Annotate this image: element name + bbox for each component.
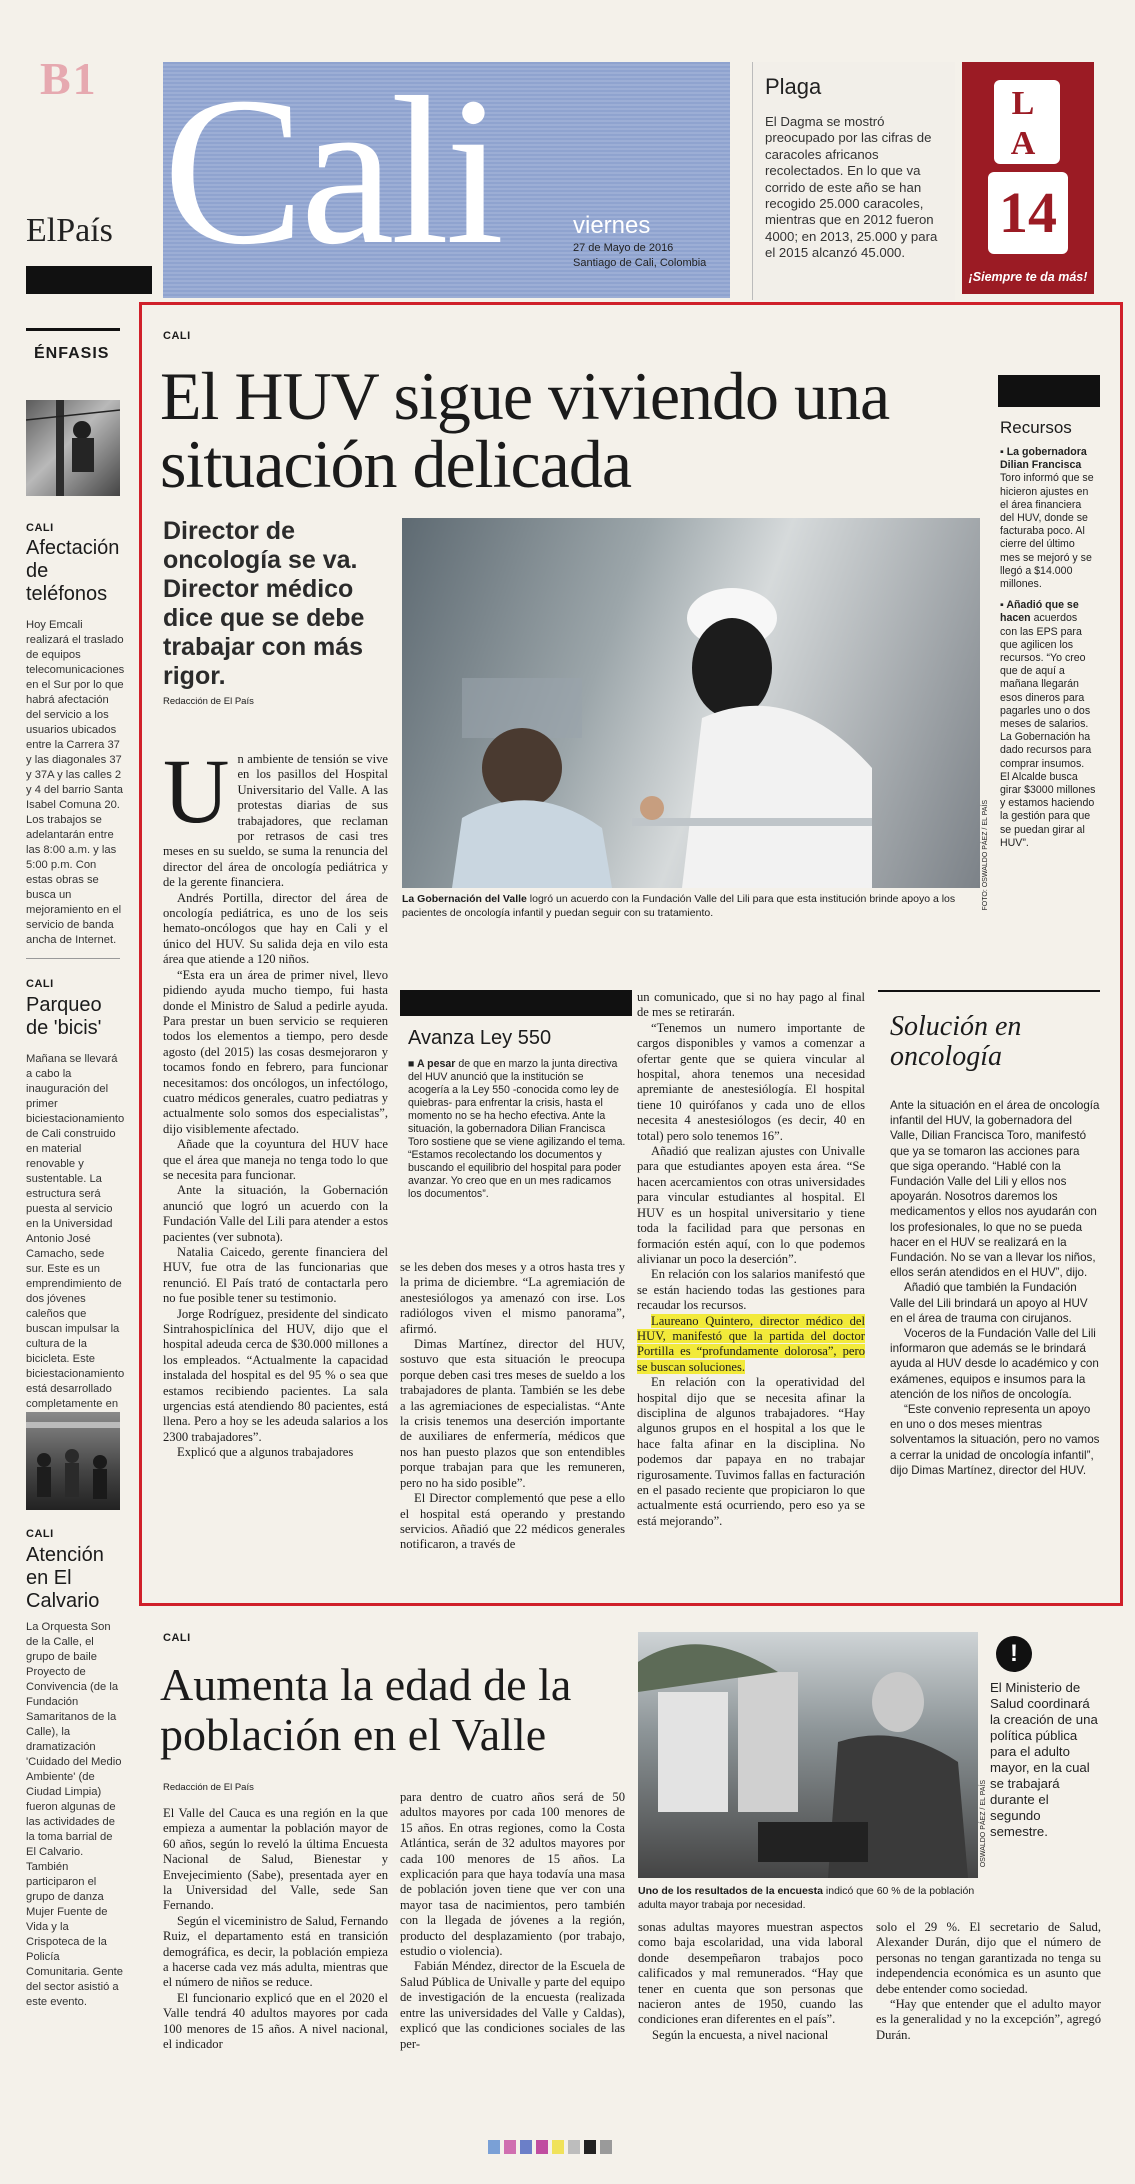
sidebar-item-1-title: Afectación de teléfonos [26, 537, 120, 605]
highlight-quote: Laureano Quintero, director médico del HUV, manifestó que la partida del doctor Portilla es “profundamente dolorosa”, pero se buscan soluciones. [637, 1313, 865, 1374]
main-intro-block [163, 740, 388, 891]
second-photo-caption [638, 1884, 978, 1912]
ley550-title: Avanza Ley 550 [408, 1027, 552, 1049]
solucion-body [890, 1098, 1100, 1478]
plaga-box [752, 62, 955, 300]
recursos-item-2 [1000, 599, 1096, 850]
recursos-item-1-bold: ▪ La gobernadora Dilian Francisca [1000, 446, 1087, 472]
ley550-text [408, 1058, 626, 1201]
sidebar-item-2-title: Parqueo de 'bicis' [26, 994, 102, 1039]
sidebar-rule-1 [26, 958, 120, 959]
exclamation-icon: ! [996, 1636, 1032, 1672]
second-col1-p2: Según el viceministro de Salud, Fernando Ruiz, el departamento está en transición demográfica, es decir, la población empieza a hacerse cada vez más adulta, mientras que el número de niños se reduce. [163, 1913, 388, 1990]
sidebar-item-3-kicker: CALI [26, 1528, 54, 1540]
main-photo [402, 518, 980, 888]
main-col3-p3: Añadió que realizan ajustes con Univalle para que estudiantes apoyen esta área. “Se hacen acercamientos con otras universidades para vincular estudiantes al hospital. El HUV es un hospital universitario y tiene toda la facilidad para que personas en formación estén aquí, con lo que podemos alivianar un poco la deserción”. [637, 1144, 865, 1266]
main-col1-p2: “Esta era un área de primer nivel, llevo pidiendo ayuda mucho tiempo, fui hasta donde el Ministro de Salud a pedirle ayuda. Para prestar un buen servicio se requieren todos los elementos a tiempo, pero desde agosto (del 2015) las cosas desmejoraron y tocamos fondo en febrero, para funcionar necesitamos: dos oncólogos, un infectólogo, cuatro médicos generales, cuatro pediatras y actualmente solo somos dos especialistas”, dijo visiblemente afectado. [163, 967, 388, 1136]
main-photo-caption-bold: La Gobernación del Valle [402, 893, 527, 905]
main-col1-p4: Ante la situación, la Gobernación anunció que logró un acuerdo con la Fundación Valle del Lili para atender a estos pacientes (ver subnota). [163, 1183, 388, 1244]
masthead-date: 27 de Mayo de 2016 [573, 242, 674, 254]
recursos-item-2-bold: ▪ Añadió que se hacen [1000, 599, 1079, 625]
section-title: Cali [163, 53, 501, 288]
main-dropcap: U [163, 740, 230, 842]
solucion-p3: Voceros de la Fundación Valle del Lili informaron que además se le brindará ayuda al HUV desde lo académico y con exámenes, equipos e insumos para la atención de los niños de oncología. [890, 1327, 1099, 1401]
swatch [552, 2140, 564, 2154]
swatch [584, 2140, 596, 2154]
main-photo-caption [402, 892, 980, 920]
sidebar-item-1-kicker: CALI [26, 522, 54, 534]
recursos-item-1 [1000, 446, 1096, 591]
sidebar-item-1-text: Hoy Emcali realizará el traslado de equipos telecomunicaciones en el Sur por lo que habrá afectación del servicio a los usuarios ubicados entre la Carrera 37 y las diagonales 37 y 37A y las calles 2 y 4 del barrio Santa Isabel Comuna 20. Los trabajos se adelantarán entre las 8:00 a.m. y las 5:00 p.m. Con estas obras se busca un mejoramiento en el servicio de banda ancha de Internet. [26, 619, 125, 946]
main-col3-p1: un comunicado, que si no hay pago al final de mes se retirarán. [637, 990, 865, 1020]
second-col2-p1: para dentro de cuatro años será de 50 adultos mayores por cada 100 menores de 15 años. En otras regiones, como la Costa Atlántica, serán de 32 adultos mayores por cada 100 menores de 15 años. La explicación para que haya todavía una masa de población joven tiene que ver con una mayor tasa de nacimientos, pero también con la llegada de jóvenes a la región, producto del desplazamiento (por trabajo, estudio o violencia). [400, 1790, 625, 1959]
swatch [536, 2140, 548, 2154]
main-intro: n ambiente de tensión se vive en los pasillos del Hospital Universitario del Valle. A las protestas diarias de sus trabajadores, que reclaman por retrasos de casi tres meses en su sueldo, se suma la renuncia del director del área de oncología pediátrica y de la gerente financiera. [163, 752, 388, 890]
plaga-text: El Dagma se mostró preocupado por las cifras de caracoles africanos recolectados. En lo que va corrido de este año se han recogido 25.000 caracoles, mientras que en 2012 fueron 4000; en 2013, 25.000 y para el 2015 alcanzó 45.000. [765, 114, 938, 261]
sidebar-photo-2 [26, 1412, 120, 1510]
main-col3-highlight [637, 1314, 865, 1376]
swatch [504, 2140, 516, 2154]
recursos-title: Recursos [1000, 418, 1072, 437]
sidebar-item-3-title: Atención en El Calvario [26, 1544, 104, 1612]
worker-pole-icon [26, 400, 120, 496]
la14-ad [962, 62, 1094, 294]
second-col2-p2: Fabián Méndez, director de la Escuela de Salud Pública de Univalle y parte del equipo de investigación de la encuesta (realizada entre las universidades del Valle y Caldas), explicó que las condiciones sociales de las per- [400, 1959, 625, 2051]
second-col4-p2: “Hay que entender que el adulto mayor es la generalidad y no la excepción”, agregó Durán. [876, 1997, 1101, 2042]
swatch [600, 2140, 612, 2154]
main-byline: Redacción de El País [163, 696, 254, 707]
sidebar-item-2-kicker: CALI [26, 978, 54, 990]
paper-name: ElPaís [26, 212, 113, 249]
second-col3-p1: sonas adultas mayores muestran aspectos como baja escolaridad, una vida laboral donde desempeñaron trabajos poco calificados y mal remunerados. “Hay que tener en cuenta que son personas que nacieron antes de 1950, cuando las condiciones eran diferentes en el país”. [638, 1920, 863, 2027]
solucion-p1: Ante la situación en el área de oncología infantil del HUV, la gobernadora del Valle, Dilian Francisca Toro, manifestó que ya se tomaron las acciones para que siga operando. “Hablé con la Fundación Valle del Lili y ellos nos apoyarán. Nosotros daremos los medicamentos y ellos nos ayudarán con los profesionales, lo que no se pueda hacer en el HUV se realizará en la Fundación. No se van a llevar los niños, ellos serán atendidos en el HUV”, dijo. [890, 1099, 1100, 1280]
swatch [520, 2140, 532, 2154]
solucion-title: Solución en oncología [890, 1011, 1022, 1072]
second-col1-p3: El funcionario explicó que en el 2020 el Valle tendrá 40 adultos mayores por cada 100 menores de 15 años. A nivel nacional, el indicador [163, 1990, 388, 2052]
elderly-man-illustration [638, 1632, 978, 1878]
second-col3-p2: Según la encuesta, a nivel nacional [652, 2027, 829, 2042]
second-byline: Redacción de El País [163, 1782, 254, 1793]
main-col-2 [400, 1260, 625, 1553]
sidebar-item-3-text: La Orquesta Son de la Calle, el grupo de baile Proyecto de Convivencia (de la Fundación Samaritanos de la Calle), la dramatización 'Cuidado del Medio Ambiente' (de Ciudad Limpia) fueron algunas de las actividades de la toma barrial de El Calvario. También participaron el grupo de danza Mujer Fuente de Vida y la Crispoteca de la Policía Comunitaria. Gente del sector asistió a este evento. [26, 1621, 124, 2008]
second-col-2 [400, 1790, 625, 2052]
main-col-1 [163, 740, 388, 1461]
second-photo [638, 1632, 978, 1878]
main-col-3 [637, 990, 865, 1529]
second-col1-p1: El Valle del Cauca es una región en la que empieza a aumentar la población mayor de 60 años, según lo reveló la última Encuesta Nacional de Salud, Bienestar y Envejecimiento (Sabe), presentada ayer en la Universidad del Valle, sede San Fernando. [163, 1806, 388, 1913]
solucion-p4: “Este convenio representa un apoyo en uno o dos meses mientras solventamos la situación, pero no vamos a cerrar la unidad de oncología infantil”, dijo Dimas Martínez, director del HUV. [890, 1403, 1100, 1477]
masthead-banner [163, 53, 730, 298]
second-col-4 [876, 1920, 1101, 2043]
main-col1-p3: Añade que la coyuntura del HUV hace que el área que maneja no tenga todo lo que se necesita para funcionar. [163, 1137, 388, 1182]
second-photo-caption-text: indicó que 60 % de la población adulta mayor trabaja por necesidad. [638, 1885, 975, 1911]
nurse-child-illustration [402, 518, 980, 888]
main-col3-p2: “Tenemos un numero importante de cargos disponibles y vamos a comenzar a ofertar gente que se quiera vincular al hospital, ahora tenemos una necesidad apremiante de anestesiólogía. El hospital tiene 10 quirófanos y cada uno de ellos necesita 4 anestesiólogos (es decir, 40 en total) pero solo tenemos 16”. [637, 1020, 865, 1143]
sidebar-photo-1 [26, 400, 120, 496]
second-note: El Ministerio de Salud coordinará la creación de una política pública para el adulto mayor, en la cual se trabajará durante el segundo semestre. [990, 1680, 1098, 1839]
sidebar-top-rule [26, 328, 120, 331]
solucion-p2: Añadió que también la Fundación Valle del Lili brindará un apoyo al HUV en el área de trauma con cirujanos. [890, 1281, 1088, 1325]
main-col1-p1: Andrés Portilla, director del área de oncología pediátrica, es uno de los seis hemato-oncólogos que hay en Cali y el único del HUV. Su salida deja en vilo esta área que atiende a 120 niños. [163, 890, 388, 967]
paper-name-bar [26, 266, 152, 294]
la14-box-la [994, 80, 1060, 164]
main-col1-p6: Jorge Rodríguez, presidente del sindicato Sintrahospiclínica del HUV, dijo que el hospital adeuda cerca de $30.000 millones a los empleados. “Actualmente la capacidad instalada del hospital es del 95 % o sea que estamos recibiendo pacientes. La sala urgencias está atendiendo 80 pacientes, está llena. Pero a hoy se les adeuda salarios a los 2300 trabajadores”. [163, 1306, 388, 1444]
sidebar-item-2-text: Mañana se llevará a cabo la inauguración del primer biciestacionamiento de Cali construido en material renovable y sustentable. La estructura será puesta al servicio en la Universidad Antonio José Camacho, sede sur. Este es un emprendimiento de dos jóvenes caleños que buscan impulsar la cultura de la bicicleta. Este biciestacionamiento está desarrollado completamente en [26, 1053, 125, 1410]
main-col2-p2: Dimas Martínez, director del HUV, sostuvo que esta situación le preocupa porque deben casi tres meses de sueldo a los trabajadores de planta. También se les debe a las agremiaciones de especialistas. “Ante la crisis tenemos una deserción importante de auxiliares de enfermería, médicos que nos han puesto plazos que son entendibles porque trabajan para que les remuneren, pero no ha sido posible”. [400, 1337, 625, 1490]
second-col-3 [638, 1920, 863, 2043]
swatch [488, 2140, 500, 2154]
second-col4-p1: solo el 29 %. El secretario de Salud, Alexander Durán, dijo que el número de personas no tengan garantizada no tenga su independencia económica es un asunto que debe entender como sociedad. [876, 1920, 1101, 1996]
section-code: B1 [40, 53, 98, 104]
main-col3-p5: En relación con la operatividad del hospital dijo que se necesita afinar la disciplina de algunos trabajadores. “Hay algunos grupos en el hospital a los que le hace falta afinar en la disciplina. No podemos dar papaya en no trabajar rigurosamente. Tuvimos fallas en facturación en el pasado reciente que propiciaron lo que actualmente está ocurriendo, pero eso ya se está mejorando”. [637, 1375, 865, 1528]
sidebar-label: ÉNFASIS [34, 345, 110, 362]
main-col2-p1: se les deben dos meses y a otros hasta tres y la prima de diciembre. “La agremiación de anestesiólogos ya amenazó con irse. Los radiólogos viven el mismo panorama”, afirmó. [400, 1260, 625, 1336]
main-photo-credit: FOTO: OSWALDO PÁEZ / EL PAÍS [982, 800, 989, 911]
ley550-body: de que en marzo la junta directiva del HUV anunció que la institución se acogería a la Ley 550 -conocida como ley de quiebras- para enfrentar la crisis, hasta el momento no se ha hecho efectiva. Ante la situación, la gobernadora Dilian Francisca Toro sostiene que se viene agilizando el tema. “Estamos recolectando los documentos y buscando el equilibrio del hospital para poder avanzar. Yo creo que en un mes radicamos los documentos”. [408, 1058, 626, 1200]
second-headline: Aumenta la edad de la población en el Valle [160, 1659, 572, 1760]
second-photo-credit: OSWALDO PÁEZ / EL PAÍS [980, 1780, 987, 1868]
masthead-day: viernes [573, 212, 651, 239]
la14-slogan: ¡Siempre te da más! [968, 270, 1088, 284]
solucion-top-rule [878, 990, 1100, 992]
second-kicker: CALI [163, 1632, 191, 1644]
main-photo-caption-text: logró un acuerdo con la Fundación Valle del Lili para que esta institución brinde apoyo a los pacientes de oncología infantil y puedan seguir con su tratamiento. [402, 893, 956, 919]
color-registration-bar [488, 2140, 638, 2154]
ley550-bar [400, 990, 632, 1016]
main-col1-p7: Explicó que a algunos trabajadores [177, 1445, 354, 1460]
main-headline: El HUV sigue viviendo una situación delicada [160, 358, 890, 502]
recursos-list [1000, 446, 1096, 850]
recursos-bar [998, 375, 1100, 407]
main-col1-p5: Natalia Caicedo, gerente financiera del HUV, fue otra de las funcionarias que renunció. El País trató de contactarla pero no fue posible tener su testimonio. [163, 1245, 388, 1306]
recursos-item-1-text: Toro informó que se hicieron ajustes en el área financiera del HUV, donde se facturaba poco. Al cierre del último mes se mejoró y se llegó a $14.000 millones. [1000, 472, 1094, 591]
second-col-1 [163, 1806, 388, 2053]
main-deck: Director de oncología se va. Director médico dice que se debe trabajar con más rigor. [163, 517, 365, 690]
ley550-lead: ■ A pesar [408, 1058, 456, 1070]
plaga-title: Plaga [765, 74, 822, 99]
la14-num-text: 14 [999, 180, 1057, 245]
masthead-place: Santiago de Cali, Colombia [573, 257, 707, 269]
main-col2-p3: El Director complementó que pese a ello el hospital está operando y prestando servicios. Añadió que 22 médicos generales notificaron, a través de [400, 1491, 625, 1552]
la14-box-num [988, 172, 1068, 254]
main-kicker: CALI [163, 330, 191, 342]
second-photo-caption-bold: Uno de los resultados de la encuesta [638, 1885, 823, 1897]
swatch [568, 2140, 580, 2154]
crowd-icon [26, 1412, 120, 1510]
recursos-item-2-text: acuerdos con las EPS para que agilicen los recursos. “Yo creo que de aquí a mañana llegarán esos dineros para pagarles uno o dos meses de salarios. La Gobernación ha dado recursos para comprar insumos. El Alcalde busca girar $3000 millones y estamos haciendo la gestión para que se puedan girar al HUV”. [1000, 612, 1096, 849]
la14-la-text: LA [1010, 85, 1046, 162]
main-col3-p4: En relación con los salarios manifestó que se están haciendo todas las gestiones para recaudar los recursos. [637, 1267, 865, 1313]
